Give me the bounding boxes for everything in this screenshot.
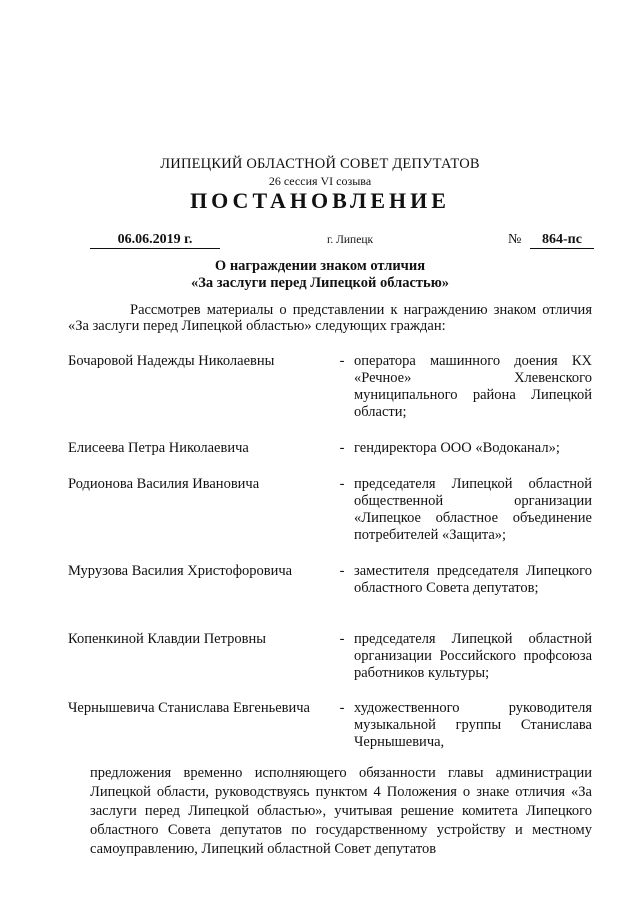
awardee-position: художественного руководителя музыкальной группы Станислава Чернышевича, bbox=[354, 700, 592, 750]
awardee-name: Елисеева Петра Николаевича bbox=[68, 440, 249, 456]
decree-date: 06.06.2019 г. bbox=[90, 232, 220, 249]
awardee-position: гендиректора ООО «Водоканал»; bbox=[354, 440, 560, 456]
awardee-name: Мурузова Василия Христофоровича bbox=[68, 563, 293, 579]
awardee-position: оператора машинного доения КХ «Речное» Хлевенского муниципального района Липецкой области; bbox=[354, 353, 592, 420]
council-name: ЛИПЕЦКИЙ ОБЛАСТНОЙ СОВЕТ ДЕПУТАТОВ bbox=[160, 156, 480, 172]
awardee-dash: - bbox=[339, 353, 345, 369]
awardee-dash: - bbox=[339, 563, 345, 579]
awardee-dash: - bbox=[339, 476, 345, 492]
closing-paragraph: предложения временно исполняющего обязанности главы администрации Липецкой области, руководствуясь пунктом 4 Положения о знаке отличия «За заслуги перед Липецкой областью», учитывая решение комитета Липецкого областного Совета депутатов по государственному устройству и местному самоуправлению, Липецкий областной Совет депутатов bbox=[90, 765, 592, 857]
awardee-name: Родионова Василия Ивановича bbox=[68, 476, 260, 492]
intro-paragraph: Рассмотрев материалы о представлении к награждению знаком отличия «За заслуги перед Липецкой областью» следующих граждан: bbox=[68, 302, 592, 334]
awardee-position: заместителя председателя Липецкого областного Совета депутатов; bbox=[354, 563, 592, 596]
awardee-name: Копенкиной Клавдии Петровны bbox=[68, 631, 266, 647]
decree-title: ПОСТАНОВЛЕНИЕ bbox=[190, 188, 450, 213]
awardee-dash: - bbox=[339, 631, 345, 647]
awardee-name: Чернышевича Станислава Евгеньевича bbox=[68, 700, 310, 716]
decree-city: г. Липецк bbox=[326, 234, 374, 246]
number-sign: № bbox=[508, 232, 522, 247]
decree-number: 864-пс bbox=[530, 232, 594, 249]
awardee-dash: - bbox=[339, 440, 345, 456]
awardee-name: Бочаровой Надежды Николаевны bbox=[68, 353, 275, 369]
decree-subject bbox=[0, 258, 640, 292]
awardee-position: председателя Липецкой областной общественной организации «Липецкое областное объединение потребителей «Защита»; bbox=[354, 476, 592, 543]
subject-line-1: О награждении знаком отличия bbox=[214, 258, 426, 274]
subject-line-2: «За заслуги перед Липецкой областью» bbox=[190, 275, 450, 291]
awardee-position: председателя Липецкой областной организации Российского профсоюза работников культуры; bbox=[354, 631, 592, 681]
session-line: 26 сессия VI созыва bbox=[268, 174, 372, 188]
awardee-dash: - bbox=[339, 700, 345, 716]
